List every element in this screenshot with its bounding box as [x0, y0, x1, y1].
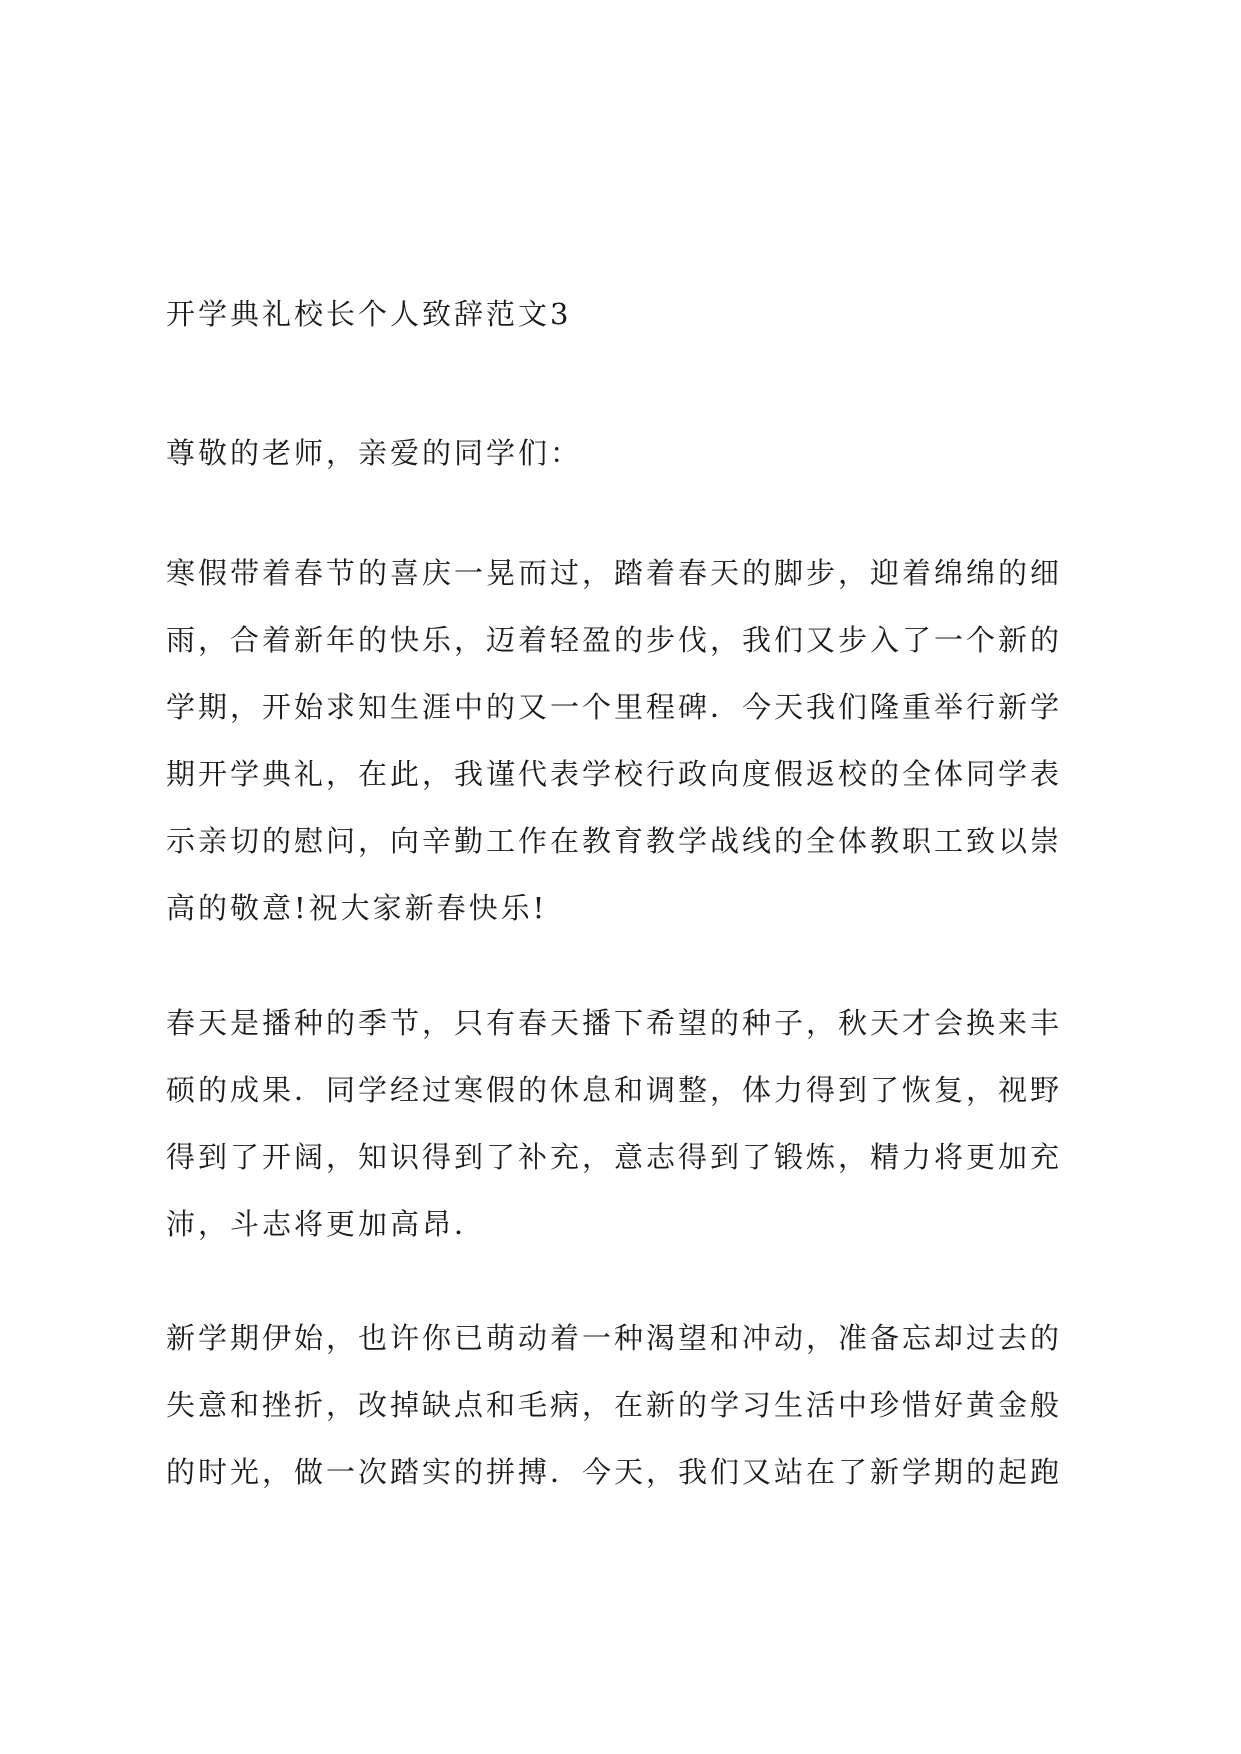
- paragraph: 寒假带着春节的喜庆一晃而过，踏着春天的脚步，迎着绵绵的细雨，合着新年的快乐，迈着轻盈的步伐，我们又步入了一个新的学期，开始求知生涯中的又一个里程碑．今天我们隆重举行新学期开学典礼，在此，我谨代表学校行政向度假返校的全体同学表示亲切的慰问，向辛勤工作在教育教学战线的全体教职工致以崇高的敬意!祝大家新春快乐!: [166, 556, 1063, 925]
- document-title: 开学典礼校长个人致辞范文3: [166, 297, 572, 331]
- greeting-line: 尊敬的老师，亲爱的同学们：: [166, 436, 583, 470]
- paragraph: 春天是播种的季节，只有春天播下希望的种子，秋天才会换来丰硕的成果．同学经过寒假的休息和调整，体力得到了恢复，视野得到了开阔，知识得到了补充，意志得到了锻炼，精力将更加充沛，斗志将更加高昂．: [166, 1006, 1063, 1241]
- paragraph: 新学期伊始，也许你已萌动着一种渴望和冲动，准备忘却过去的失意和挫折，改掉缺点和毛病，在新的学习生活中珍惜好黄金般的时光，做一次踏实的拼搏．今天，我们又站在了新学期的起跑: [166, 1321, 1063, 1489]
